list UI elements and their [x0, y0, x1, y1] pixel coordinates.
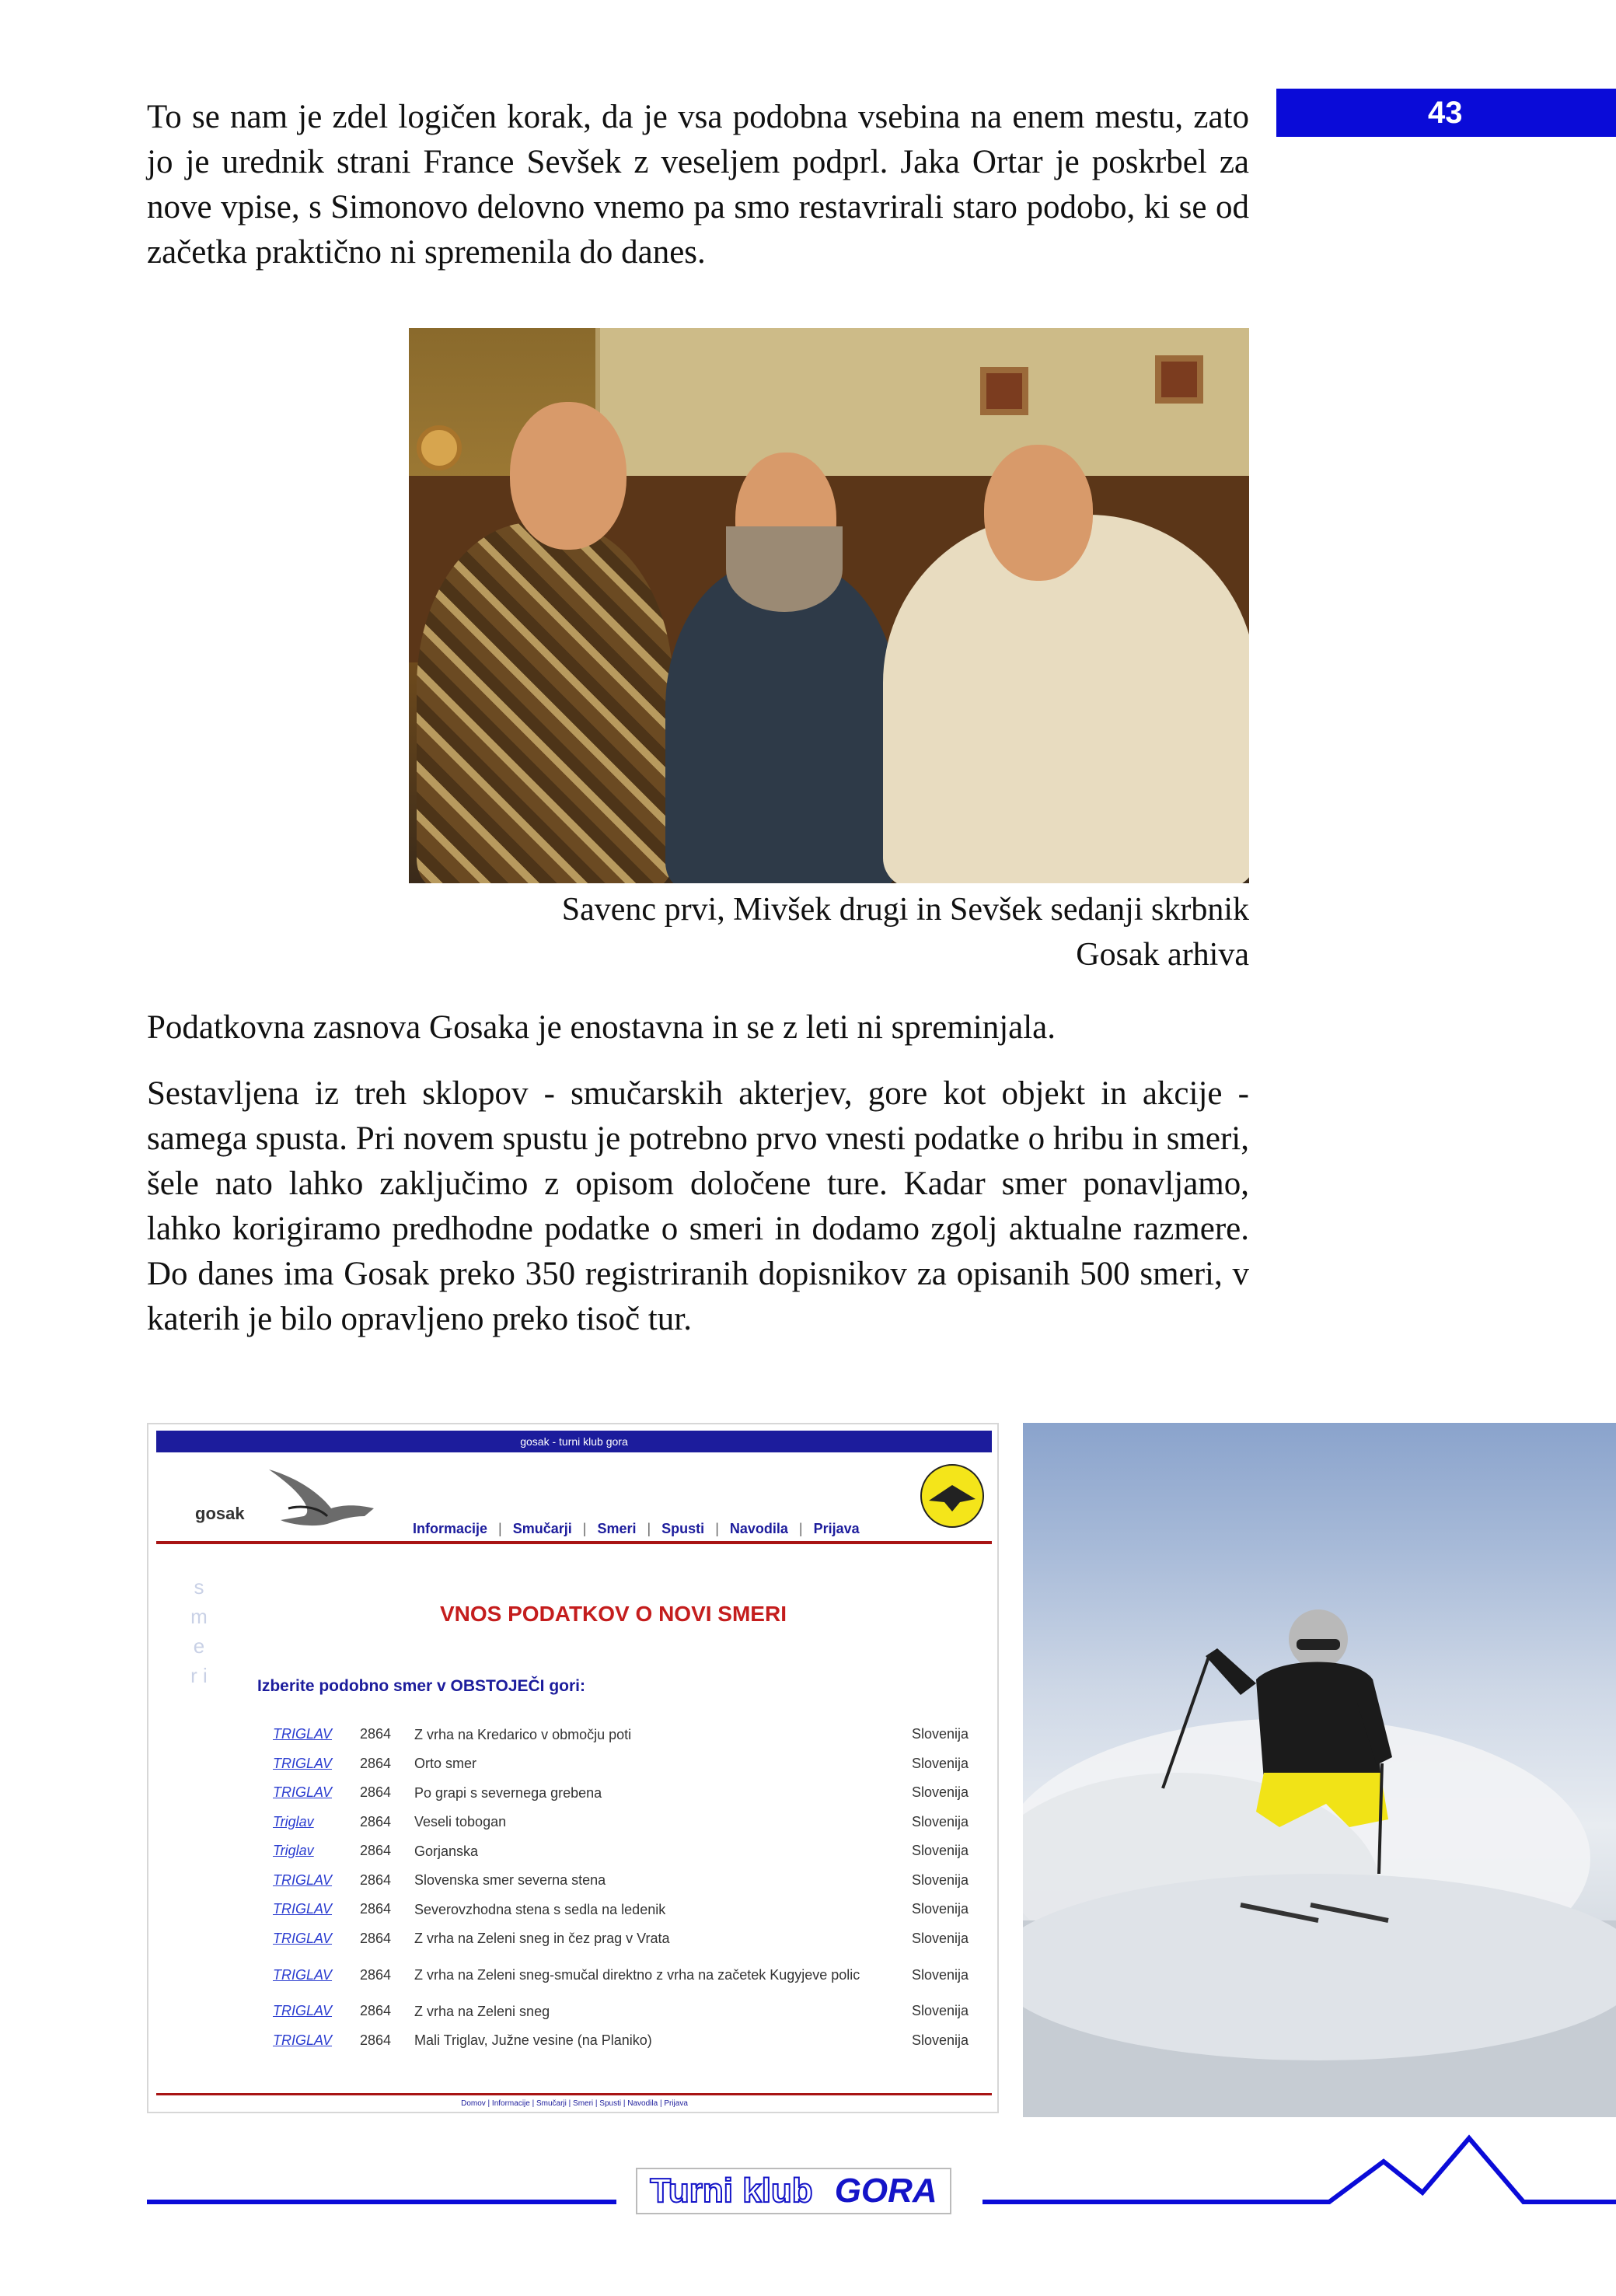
- site-subheading: Izberite podobno smer v OBSTOJEČI gori:: [257, 1677, 585, 1695]
- nav-navodila[interactable]: Navodila: [729, 1521, 788, 1536]
- route-height: 2864: [360, 1930, 392, 1946]
- route-country: Slovenija: [912, 1966, 969, 1983]
- route-country: Slovenija: [912, 1901, 969, 1917]
- site-heading: VNOS PODATKOV O NOVI SMERI: [440, 1602, 787, 1626]
- route-mountain-link[interactable]: TRIGLAV: [273, 1966, 333, 1983]
- site-header-divider: [156, 1541, 992, 1544]
- photo-caption-line2: Gosak arhiva: [1076, 937, 1249, 973]
- site-logo-text: gosak: [195, 1504, 245, 1523]
- body-paragraph-3: Sestavljena iz treh sklopov - smučarskih akterjev, gore kot objekt in akcije - samega spusta. Pri novem spustu je potrebno prvo vnesti podatke o hribu in smeri, šele nato lahko zaključimo z opisom določene ture. Kadar smer ponavljamo, lahko korigiramo predhodne podatke o smeri in dodamo zgolj aktualne razmere. Do danes ima Gosak preko 350 registriranih dopisnikov za opisanih 500 smeri, v katerih je bilo opravljeno preko tisoč tur.: [147, 1075, 1249, 1337]
- nav-informacije[interactable]: Informacije: [413, 1521, 488, 1536]
- route-name: Z vrha na Kredarico v območju poti: [414, 1726, 632, 1742]
- site-footer-links[interactable]: Domov | Informacije | Smučarji | Smeri | Spusti | Navodila | Prijava: [461, 2099, 688, 2108]
- route-mountain-link[interactable]: TRIGLAV: [273, 1930, 333, 1946]
- goose-logo-icon: [265, 1462, 382, 1539]
- mountain-outline-icon: [1267, 2127, 1616, 2204]
- footer-line-right: [983, 2200, 1293, 2204]
- route-name: Gorjanska: [414, 1843, 479, 1859]
- route-name: Z vrha na Zeleni sneg-smučal direktno z vrha na začetek Kugyjeve polic: [414, 1967, 860, 1983]
- nav-smeri[interactable]: Smeri: [597, 1521, 637, 1536]
- table-row: [273, 1808, 988, 1837]
- route-height: 2864: [360, 1726, 392, 1742]
- website-screenshot: [147, 1423, 999, 2113]
- table-row: [273, 1997, 988, 2026]
- route-country: Slovenija: [912, 1755, 969, 1771]
- nav-smucarji[interactable]: Smučarji: [512, 1521, 572, 1536]
- club-badge-icon: [918, 1462, 986, 1530]
- route-mountain-link[interactable]: TRIGLAV: [273, 2003, 333, 2019]
- table-row: [273, 1778, 988, 1808]
- photo-caption-line1: Savenc prvi, Mivšek drugi in Sevšek sedanji skrbnik: [561, 892, 1249, 928]
- route-mountain-link[interactable]: TRIGLAV: [273, 2032, 333, 2048]
- table-row: [273, 1895, 988, 1924]
- site-footer-divider: [156, 2093, 992, 2095]
- route-country: Slovenija: [912, 1843, 969, 1859]
- route-name: Veseli tobogan: [414, 1814, 507, 1830]
- route-country: Slovenija: [912, 1784, 969, 1801]
- table-row: [273, 1866, 988, 1896]
- route-name: Z vrha na Zeleni sneg in čez prag v Vrata: [414, 1931, 670, 1947]
- route-country: Slovenija: [912, 2032, 969, 2048]
- route-mountain-link[interactable]: TRIGLAV: [273, 1784, 333, 1801]
- skier-photo: [1023, 1423, 1616, 2117]
- table-row: [273, 1749, 988, 1779]
- route-height: 2864: [360, 1966, 392, 1983]
- route-name: Z vrha na Zeleni sneg: [414, 2003, 550, 2019]
- route-name: Slovenska smer severna stena: [414, 1872, 606, 1889]
- route-country: Slovenija: [912, 2003, 969, 2019]
- route-mountain-link[interactable]: TRIGLAV: [273, 1901, 333, 1917]
- route-height: 2864: [360, 1843, 392, 1859]
- table-row: [273, 1836, 988, 1866]
- route-mountain-link[interactable]: TRIGLAV: [273, 1755, 333, 1771]
- route-name: Severovzhodna stena s sedla na ledenik: [414, 1901, 666, 1917]
- table-row: [273, 1953, 988, 1997]
- route-country: Slovenija: [912, 1930, 969, 1946]
- nav-spusti[interactable]: Spusti: [661, 1521, 705, 1536]
- page-number-badge: 43: [1276, 89, 1616, 137]
- body-paragraph-1: To se nam je zdel logičen korak, da je vsa podobna vsebina na enem mestu, zato jo je urednik strani France Sevšek z veseljem podprl. Jaka Ortar je poskrbel za nove vpise, s Simonovo delovno vnemo pa smo restavrirali staro podobo, ki se od začetka praktično ni spremenila do danes.: [147, 99, 1249, 271]
- route-height: 2864: [360, 2003, 392, 2019]
- footer-logo-text-2: GORA: [834, 2172, 937, 2210]
- nav-prijava[interactable]: Prijava: [813, 1521, 860, 1536]
- site-side-label: s m e r i: [190, 1575, 208, 1687]
- route-name: Po grapi s severnega grebena: [414, 1784, 602, 1801]
- body-paragraph-2: Podatkovna zasnova Gosaka je enostavna in se z leti ni spreminjala.: [147, 1009, 1056, 1046]
- route-name: Mali Triglav, Južne vesine (na Planiko): [414, 2032, 652, 2049]
- route-mountain-link[interactable]: Triglav: [273, 1843, 314, 1859]
- table-row: [273, 2026, 988, 2056]
- route-country: Slovenija: [912, 1726, 969, 1742]
- route-mountain-link[interactable]: TRIGLAV: [273, 1871, 333, 1888]
- site-title-bar: gosak - turni klub gora: [156, 1431, 992, 1452]
- route-height: 2864: [360, 1755, 392, 1771]
- route-country: Slovenija: [912, 1813, 969, 1829]
- routes-table: [273, 1720, 988, 2055]
- footer-line-left: [147, 2200, 616, 2204]
- route-height: 2864: [360, 1871, 392, 1888]
- route-mountain-link[interactable]: TRIGLAV: [273, 1726, 333, 1742]
- route-height: 2864: [360, 1813, 392, 1829]
- footer-club-logo: [636, 2168, 951, 2214]
- route-name: Orto smer: [414, 1756, 477, 1772]
- route-country: Slovenija: [912, 1871, 969, 1888]
- route-height: 2864: [360, 2032, 392, 2048]
- group-photo: [409, 328, 1249, 883]
- site-nav: Informacije | Smučarji | Smeri | Spusti | Navodila | Prijava: [413, 1521, 860, 1536]
- footer-logo-text-1: Turni klub: [650, 2172, 813, 2210]
- table-row: [273, 1720, 988, 1749]
- table-row: [273, 1924, 988, 1954]
- route-mountain-link[interactable]: Triglav: [273, 1813, 314, 1829]
- route-height: 2864: [360, 1901, 392, 1917]
- route-height: 2864: [360, 1784, 392, 1801]
